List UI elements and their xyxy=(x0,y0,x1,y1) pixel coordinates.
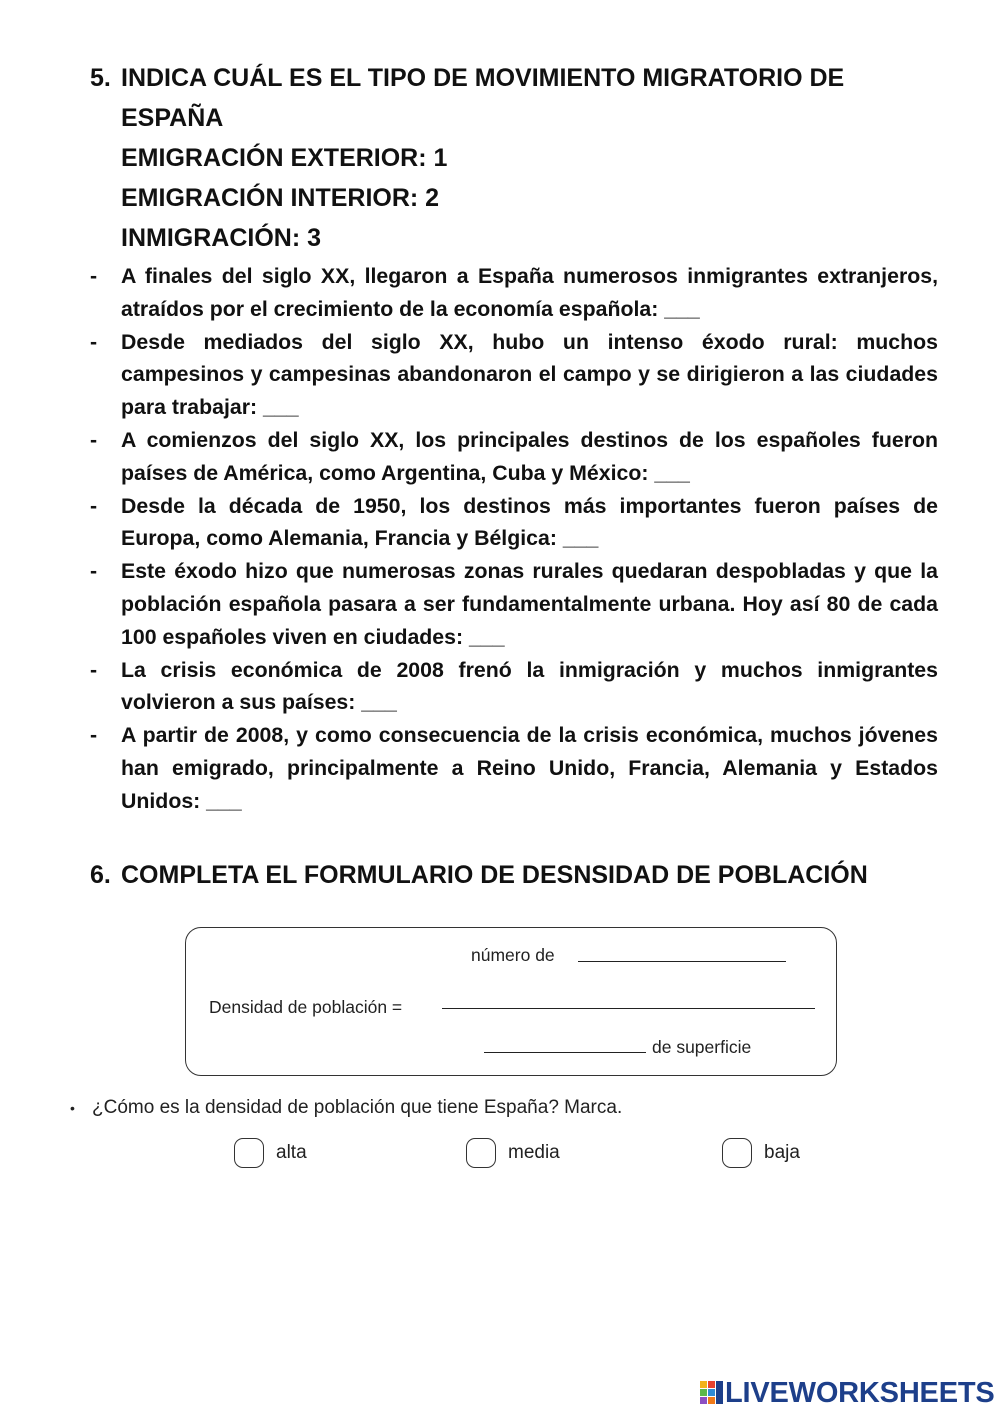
question-5-title-line2: ESPAÑA xyxy=(121,104,224,132)
list-item xyxy=(90,654,938,720)
numerator-blank[interactable] xyxy=(578,961,786,962)
question-5-title-line1: INDICA CUÁL ES EL TIPO DE MOVIMIENTO MIGRATORIO DE xyxy=(121,64,845,92)
fraction-bar xyxy=(442,1008,815,1009)
option-emigracion-exterior: EMIGRACIÓN EXTERIOR: 1 xyxy=(121,144,448,172)
option-emigracion-interior: EMIGRACIÓN INTERIOR: 2 xyxy=(121,184,440,212)
dash-bullet: - xyxy=(90,329,98,354)
liveworksheets-icon xyxy=(699,1380,725,1406)
item-text: Este éxodo hizo que numerosas zonas rurales quedaran despobladas y que la población española pasara a ser fundamentalmente urbana. Hoy así 80 de cada 100 españoles viven en ciudades: ___ xyxy=(121,559,938,649)
checkbox-media[interactable] xyxy=(466,1138,496,1168)
dash-bullet: - xyxy=(90,493,98,518)
question-5-number: 5. xyxy=(90,64,111,92)
list-item xyxy=(90,260,938,326)
dash-bullet: - xyxy=(90,657,98,682)
choice-alta-label: alta xyxy=(276,1142,307,1163)
checkbox-baja[interactable] xyxy=(722,1138,752,1168)
density-question-text: ¿Cómo es la densidad de población que tiene España? Marca. xyxy=(92,1097,623,1118)
item-text: A partir de 2008, y como consecuencia de la crisis económica, muchos jóvenes han emigrado, principalmente a Reino Unido, Francia, Alemania y Estados Unidos: ___ xyxy=(121,723,938,813)
question-6-header xyxy=(90,855,950,895)
option-inmigracion: INMIGRACIÓN: 3 xyxy=(121,224,321,252)
numerator-label: número de xyxy=(471,945,555,965)
item-text: Desde mediados del siglo XX, hubo un intenso éxodo rural: muchos campesinos y campesinas abandonaron el campo y se dirigieron a las ciudades para trabajar: ___ xyxy=(121,329,938,420)
dash-bullet: - xyxy=(90,264,98,288)
dash-bullet: - xyxy=(90,723,98,748)
denominator-label: de superficie xyxy=(652,1037,752,1057)
brand-text: LIVEWORKSHEETS xyxy=(725,1377,995,1409)
item-text: A comienzos del siglo XX, los principales destinos de los españoles fueron países de América, como Argentina, Cuba y México: ___ xyxy=(121,427,938,485)
dash-bullet: - xyxy=(90,427,98,452)
list-item xyxy=(90,490,938,556)
denominator-blank[interactable] xyxy=(484,1052,646,1053)
item-text: Desde la década de 1950, los destinos más importantes fueron países de Europa, como Alemania, Francia y Bélgica: ___ xyxy=(121,493,938,551)
bullet-icon: • xyxy=(70,1099,75,1116)
density-formula-box xyxy=(185,927,837,1076)
choice-media-label: media xyxy=(508,1142,560,1163)
list-item xyxy=(90,424,938,490)
density-question xyxy=(70,1097,870,1119)
question-5-items xyxy=(90,260,938,818)
item-text: A finales del siglo XX, llegaron a España numerosos inmigrantes extranjeros, atraídos por el crecimiento de la economía española: ___ xyxy=(121,264,938,321)
question-6-title: COMPLETA EL FORMULARIO DE DESNSIDAD DE POBLACIÓN xyxy=(121,861,868,889)
list-item xyxy=(90,719,938,817)
list-item xyxy=(90,326,938,424)
formula-lhs: Densidad de población = xyxy=(209,997,403,1017)
list-item xyxy=(90,555,938,653)
question-5-header xyxy=(90,58,950,258)
checkbox-alta[interactable] xyxy=(234,1138,264,1168)
choice-baja-label: baja xyxy=(764,1142,800,1163)
dash-bullet: - xyxy=(90,559,98,584)
item-text: La crisis económica de 2008 frenó la inmigración y muchos inmigrantes volvieron a sus países: ___ xyxy=(121,657,938,715)
question-6-number: 6. xyxy=(90,861,111,889)
